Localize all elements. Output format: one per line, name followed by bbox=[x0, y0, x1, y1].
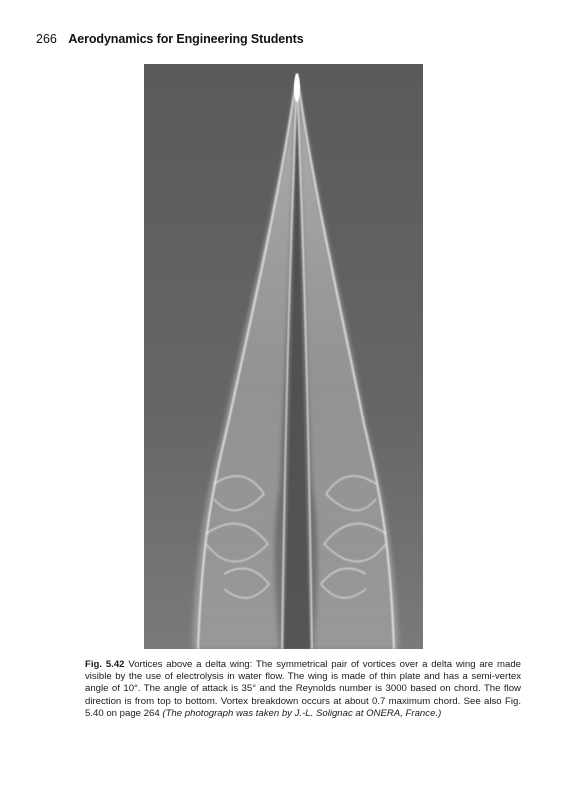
figure-caption bbox=[85, 659, 521, 720]
page-number: 266 bbox=[36, 32, 57, 46]
running-head bbox=[36, 32, 304, 46]
book-title: Aerodynamics for Engineering Students bbox=[68, 32, 304, 46]
vortex-photograph bbox=[144, 64, 423, 649]
figure-label: Fig. 5.42 bbox=[85, 659, 125, 670]
delta-wing-vortices-image bbox=[144, 64, 423, 649]
photo-credit: (The photograph was taken by J.-L. Solignac at ONERA, France.) bbox=[162, 707, 442, 719]
caption-text: Vortices above a delta wing: The symmetrical pair of vortices over a delta wing are made visible by the use of electrolysis in water flow. The wing is made of thin plate and has a semi-vertex angle of 10°. The angle of attack is 35° and the Reynolds number is 3000 based on chord. The flow direction is from top to bottom. Vortex breakdown occurs at about 0.7 maximum chord. See also Fig. 5.40 on page 264 bbox=[85, 659, 522, 719]
